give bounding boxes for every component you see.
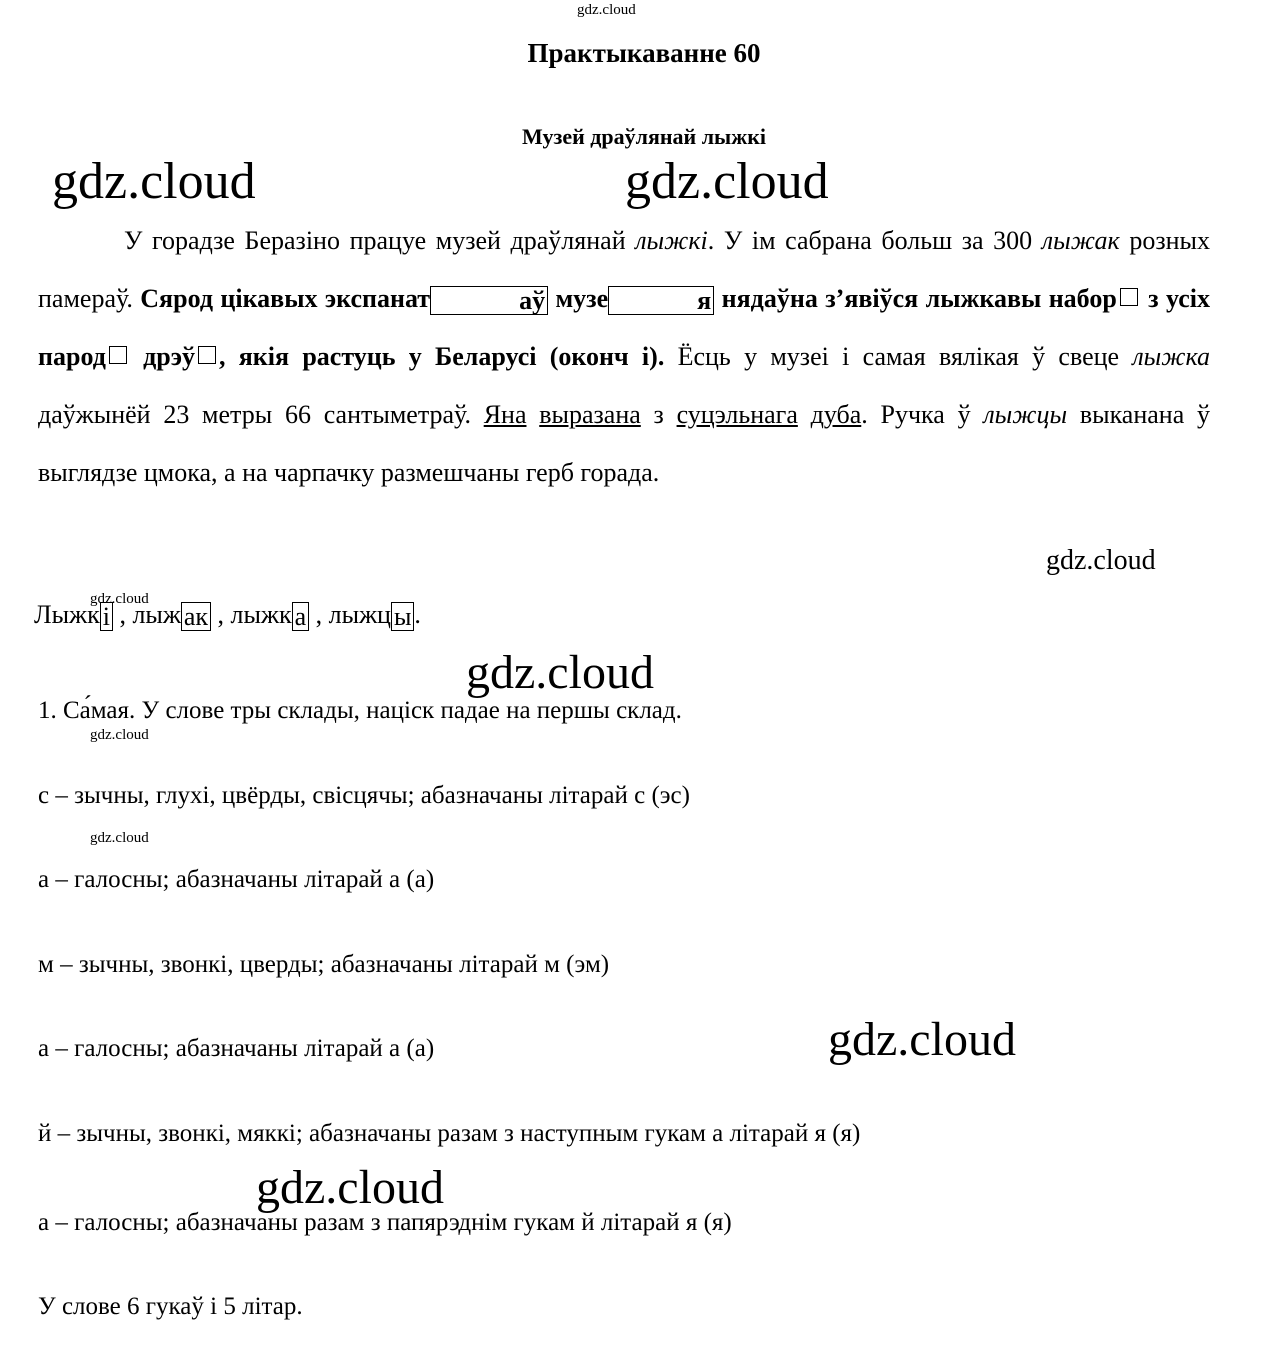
word-form-ending-4: ы: [391, 602, 414, 631]
para-bold-2: музе: [548, 284, 609, 313]
para-seg-1: У горадзе Беразіно працуе музей драўлянай: [124, 226, 636, 255]
watermark-large-5: gdz.cloud: [256, 1161, 444, 1214]
watermark-small-3: gdz.cloud: [90, 830, 149, 846]
watermark-large-2: gdz.cloud: [625, 153, 829, 210]
word-form-ending-3: а: [292, 602, 310, 631]
para-seg-3: розных памераў.: [38, 226, 1210, 313]
para-bold-6: , якія растуць у Беларусі (оконч і).: [218, 342, 665, 371]
para-seg-10: выканана ў выглядзе цмока, а на чарпачку размешчаны герб горада.: [38, 400, 1210, 487]
para-seg-4: Ёсць у музеі і самая вялікая ў свеце: [664, 342, 1133, 371]
watermark-large-1: gdz.cloud: [52, 153, 256, 210]
analysis-line-3: а – галосны; абазначаны літарай а (а): [38, 866, 435, 893]
empty-ending-box-3: [198, 346, 216, 364]
ending-box-2: я: [608, 286, 714, 315]
para-underline-3: суцэльнага: [676, 400, 798, 429]
empty-ending-box-1: [1120, 288, 1138, 306]
ending-box-1: аў: [430, 286, 548, 315]
watermark-small-2: gdz.cloud: [90, 727, 149, 743]
para-seg-5: даўжынёй 23 метры 66 сантыметраў.: [38, 400, 484, 429]
empty-ending-box-2: [109, 346, 127, 364]
para-seg-2: . У ім сабрана больш за 300: [707, 226, 1042, 255]
analysis-line-6: й – зычны, звонкі, мяккі; абазначаны разам з наступным гукам а літарай я (я): [38, 1120, 861, 1147]
para-seg-8: [798, 400, 811, 429]
analysis-line-1: 1. Са́мая. У слове тры склады, націск падае на першы склад.: [38, 697, 682, 724]
para-seg-6: [526, 400, 539, 429]
para-seg-9: . Ручка ў: [861, 400, 984, 429]
para-bold-1: Сярод цікавых экспанат: [140, 284, 431, 313]
word-form-ending-1: і: [100, 602, 113, 631]
watermark-large-4: gdz.cloud: [828, 1013, 1016, 1066]
analysis-line-5: а – галосны; абазначаны літарай а (а): [38, 1035, 435, 1062]
para-italic-2: лыжак: [1041, 226, 1120, 255]
word-form-ending-2: ак: [181, 602, 211, 631]
analysis-line-8: У слове 6 гукаў і 5 літар.: [38, 1293, 303, 1320]
para-underline-4: дуба: [810, 400, 862, 429]
word-form-sep-1: , лыж: [112, 600, 181, 629]
analysis-line-4: м – зычны, звонкі, цверды; абазначаны літарай м (эм): [38, 951, 610, 978]
watermark-top: gdz.cloud: [577, 2, 636, 18]
word-form-end: .: [414, 600, 421, 629]
analysis-line-7: а – галосны; абазначаны разам з папярэднім гукам й літарай я (я): [38, 1209, 732, 1236]
para-bold-4: з усіх парод: [38, 284, 1210, 371]
watermark-medium-1: gdz.cloud: [1046, 545, 1156, 576]
para-bold-5: дрэў: [129, 342, 195, 371]
para-italic-3: лыжка: [1132, 342, 1210, 371]
word-form-sep-2: , лыжк: [211, 600, 292, 629]
para-underline-1: Яна: [483, 400, 527, 429]
para-seg-7: з: [640, 400, 677, 429]
main-paragraph: [38, 212, 1210, 502]
analysis-line-2: с – зычны, глухі, цвёрды, свісцячы; абазначаны літарай с (эс): [38, 782, 690, 809]
para-italic-1: лыжкі: [635, 226, 708, 255]
text-title: Музей драўлянай лыжкі: [522, 124, 766, 149]
word-form-stem-1: Лыжк: [34, 600, 100, 629]
para-bold-3: нядаўна з’явіўся лыжкавы набор: [714, 284, 1117, 313]
word-forms-line: [34, 600, 421, 631]
exercise-title: Практыкаванне 60: [527, 38, 761, 68]
para-underline-2: выразана: [539, 400, 641, 429]
watermark-small-1: gdz.cloud: [90, 591, 149, 607]
watermark-large-3: gdz.cloud: [466, 646, 654, 699]
word-form-sep-3: , лыжц: [309, 600, 391, 629]
para-italic-4: лыжцы: [983, 400, 1068, 429]
